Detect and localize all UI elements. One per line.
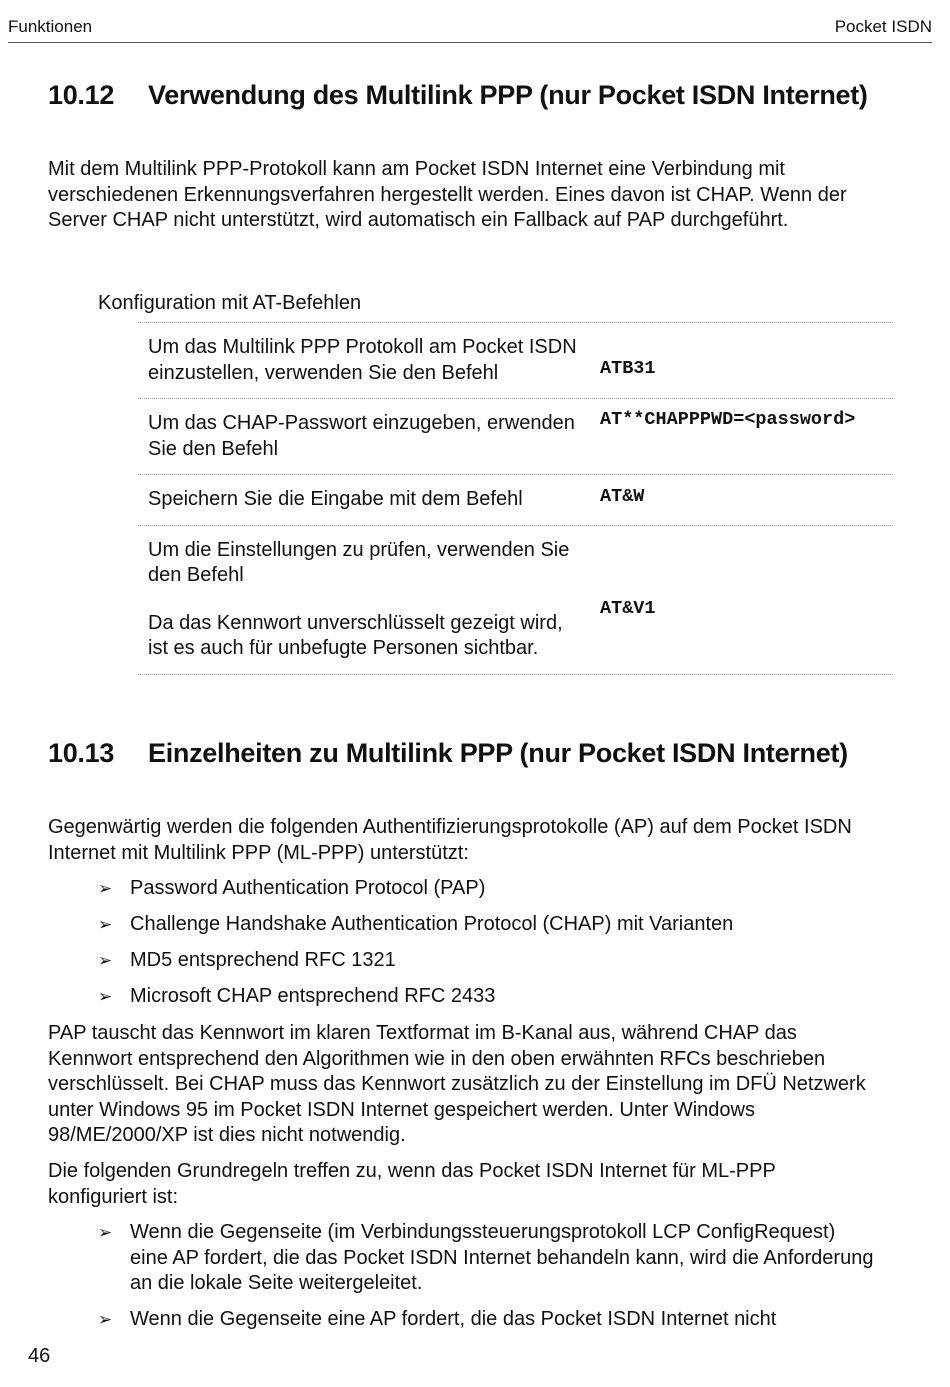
list-item: ➢ Wenn die Gegenseite (im Verbindungssteuerungsprotokoll LCP ConfigRequest) eine AP fordert, die das Pocket ISDN Internet behandeln kann, wird die Anforderung an die lokale Seite weitergeleitet. [98, 1221, 874, 1294]
command-description: Um das CHAP-Passwort einzugeben, erwenden Sie den Befehl [148, 412, 575, 460]
rules-list [98, 1220, 878, 1333]
arrow-bullet-icon: ➢ [98, 1223, 113, 1242]
protocol-list [98, 876, 878, 1010]
arrow-bullet-icon: ➢ [98, 1310, 113, 1329]
arrow-bullet-icon: ➢ [98, 951, 113, 970]
list-item: ➢ Password Authentication Protocol (PAP) [98, 876, 878, 902]
running-header [8, 14, 932, 43]
at-command: AT**CHAPPPWD=<password> [600, 409, 856, 430]
list-item: ➢ Challenge Handshake Authentication Protocol (CHAP) mit Varianten [98, 912, 878, 938]
page-number: 46 [28, 1345, 51, 1367]
arrow-bullet-icon: ➢ [98, 915, 113, 934]
rules-intro: Die folgenden Grundregeln treffen zu, wenn das Pocket ISDN Internet für ML-PPP konfiguriert ist: [48, 1160, 776, 1208]
pap-chap-paragraph: PAP tauscht das Kennwort im klaren Textformat im B-Kanal aus, während CHAP das Kennwort entsprechend den Algorithmen wie in den oben erwähnten RFCs beschrieben verschlüsselt. Bei CHAP muss das Kennwort zusätzlich zu der Einstellung im DFÜ Netzwerk unter Windows 95 im Pocket ISDN Internet gespeichert werden. Unter Windows 98/ME/2000/XP ist dies nicht notwendig. [48, 1022, 866, 1146]
at-command-table [138, 322, 893, 675]
section-number: 10.12 [48, 80, 115, 110]
at-command: AT&W [600, 486, 645, 507]
section-title: Verwendung des Multilink PPP (nur Pocket ISDN Internet) [148, 80, 868, 110]
list-item: ➢ Microsoft CHAP entsprechend RFC 2433 [98, 984, 878, 1010]
list-item: ➢ MD5 entsprechend RFC 1321 [98, 948, 878, 974]
at-command: AT&V1 [600, 597, 656, 619]
product-name: Pocket ISDN [834, 17, 932, 36]
command-description: Um die Einstellungen zu prüfen, verwenden Sie den Befehl [148, 538, 570, 586]
list-item: ➢ Wenn die Gegenseite eine AP fordert, die das Pocket ISDN Internet nicht [98, 1307, 878, 1333]
section-heading-10-12 [48, 78, 868, 113]
command-description: Speichern Sie die Eingabe mit dem Befehl [148, 488, 523, 510]
table-row [138, 526, 893, 675]
table-row [138, 399, 893, 475]
section-number: 10.13 [48, 738, 115, 768]
config-subheading: Konfiguration mit AT-Befehlen [98, 292, 362, 314]
intro-paragraph: Mit dem Multilink PPP-Protokoll kann am Pocket ISDN Internet eine Verbindung mit verschiedenen Erkennungsverfahren hergestellt werden. Eines davon ist CHAP. Wenn der Server CHAP nicht unterstützt, wird automatisch ein Fallback auf PAP durchgeführt. [48, 158, 847, 231]
protocols-intro: Gegenwärtig werden die folgenden Authentifizierungsprotokolle (AP) auf dem Pocket ISDN Internet mit Multilink PPP (ML-PPP) unterstützt: [48, 816, 852, 864]
table-row [138, 475, 893, 526]
section-heading-10-13 [48, 736, 868, 771]
command-description: Um das Multilink PPP Protokoll am Pocket ISDN einzustellen, verwenden Sie den Befehl [148, 336, 577, 384]
section-title: Einzelheiten zu Multilink PPP (nur Pocket ISDN Internet) [148, 738, 848, 768]
arrow-bullet-icon: ➢ [98, 879, 113, 898]
security-note: Da das Kennwort unverschlüsselt gezeigt wird, ist es auch für unbefugte Personen sichtbar. [148, 611, 563, 659]
arrow-bullet-icon: ➢ [98, 987, 113, 1006]
at-command: ATB31 [600, 358, 656, 379]
table-row [138, 323, 893, 399]
chapter-name: Funktionen [8, 17, 93, 36]
